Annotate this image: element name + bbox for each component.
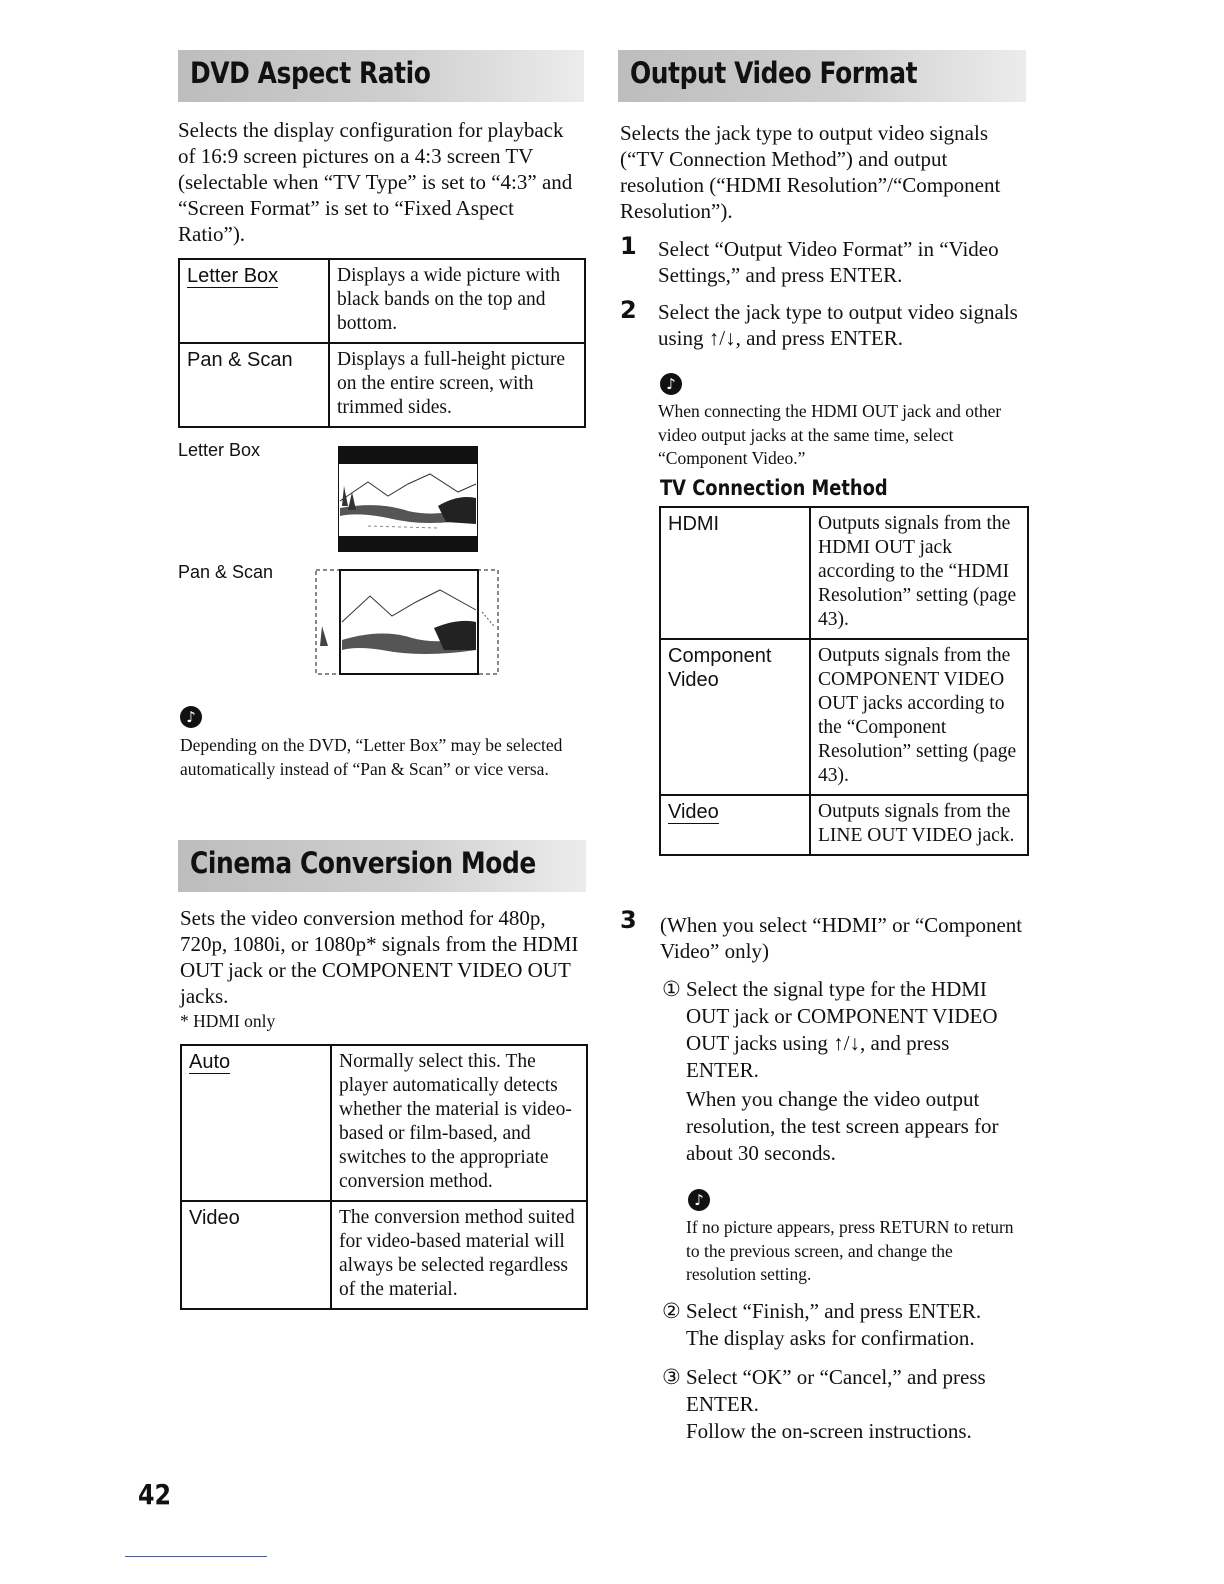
option-description: Outputs signals from the COMPONENT VIDEO OUT jacks according to the “Component Resolution” setting (page 43).	[810, 639, 1028, 795]
table-row	[660, 507, 1028, 639]
option-description: Displays a full-height picture on the entire screen, with trimmed sides.	[329, 343, 585, 427]
option-term: Video	[668, 801, 719, 823]
option-term: Pan & Scan	[187, 349, 293, 371]
step-number: 2	[620, 296, 637, 324]
cinema-conversion-footnote: * HDMI only	[180, 1011, 276, 1031]
tv-connection-table	[659, 506, 1029, 856]
output-video-format-heading	[618, 50, 1026, 102]
table-row	[179, 259, 585, 343]
step-number: 3	[620, 906, 637, 934]
sub-step-marker: ①	[662, 977, 681, 1001]
sub-step-marker: ②	[662, 1299, 681, 1323]
output-video-format-title: Output Video Format	[630, 56, 918, 90]
sub-step-extra: Follow the on-screen instructions.	[686, 1419, 972, 1443]
option-term: Component Video	[668, 645, 772, 691]
step-text: Select the jack type to output video signals using ↑/↓, and press ENTER.	[658, 300, 1018, 350]
pan-scan-illustration	[312, 566, 502, 678]
step-number: 1	[620, 232, 637, 260]
dvd-aspect-ratio-hint: Depending on the DVD, “Letter Box” may be selected automatically instead of “Pan & Scan” or vice versa.	[180, 735, 563, 779]
sub-step-extra: When you change the video output resolution, the test screen appears for about 30 seconds.	[686, 1087, 999, 1165]
table-row	[181, 1045, 587, 1201]
sub-step-text: Select the signal type for the HDMI OUT jack or COMPONENT VIDEO OUT jacks using ↑/↓, and press ENTER.	[686, 977, 998, 1082]
tv-connection-method-title: TV Connection Method	[660, 476, 888, 500]
letter-box-illustration	[338, 446, 478, 552]
option-description: Normally select this. The player automatically detects whether the material is video-based or film-based, and switches to the appropriate conversion method.	[331, 1045, 587, 1201]
output-video-format-hint: When connecting the HDMI OUT jack and other video output jacks at the same time, select “Component Video.”	[658, 401, 1002, 468]
hint-icon: ♪	[688, 1189, 710, 1211]
hint-icon: ♪	[180, 706, 202, 728]
dvd-aspect-ratio-intro: Selects the display configuration for playback of 16:9 screen pictures on a 4:3 screen TV (selectable when “TV Type” is set to “4:3” and “Screen Format” is set to “Fixed Aspect Ratio”).	[178, 118, 573, 246]
step-text: (When you select “HDMI” or “Component Video” only)	[660, 913, 1023, 963]
option-description: Outputs signals from the LINE OUT VIDEO jack.	[810, 795, 1028, 855]
dvd-aspect-ratio-title: DVD Aspect Ratio	[190, 56, 431, 90]
cinema-conversion-title: Cinema Conversion Mode	[190, 846, 536, 880]
cinema-conversion-table	[180, 1044, 588, 1310]
table-row	[179, 343, 585, 427]
option-description: Outputs signals from the HDMI OUT jack according to the “HDMI Resolution” setting (page 43).	[810, 507, 1028, 639]
sub-step-extra: The display asks for confirmation.	[686, 1326, 975, 1350]
dvd-aspect-ratio-table	[178, 258, 586, 428]
pan-scan-label: Pan & Scan	[178, 562, 274, 582]
page-number: 42	[138, 1478, 172, 1511]
table-row	[660, 795, 1028, 855]
bottom-rule	[125, 1556, 267, 1557]
option-term: HDMI	[668, 513, 720, 535]
hint-icon: ♪	[660, 373, 682, 395]
option-term: Auto	[189, 1051, 231, 1073]
sub-step-marker: ③	[662, 1365, 681, 1389]
table-row	[660, 639, 1028, 795]
sub-step-text: Select “OK” or “Cancel,” and press ENTER.	[686, 1365, 986, 1416]
letter-box-label: Letter Box	[178, 440, 261, 460]
cinema-conversion-intro: Sets the video conversion method for 480p, 720p, 1080i, or 1080p* signals from the HDMI OUT jack or the COMPONENT VIDEO OUT jacks.	[180, 906, 579, 1008]
option-term: Video	[189, 1207, 240, 1229]
option-description: The conversion method suited for video-based material will always be selected regardless of the material.	[331, 1201, 587, 1309]
output-video-format-intro: Selects the jack type to output video signals (“TV Connection Method”) and output resolution (“HDMI Resolution”/“Component Resolution”).	[620, 121, 1001, 223]
sub-step-text: Select “Finish,” and press ENTER.	[686, 1299, 982, 1323]
option-term: Letter Box	[187, 265, 279, 287]
cinema-conversion-heading	[178, 840, 586, 892]
option-description: Displays a wide picture with black bands on the top and bottom.	[329, 259, 585, 343]
step-text: Select “Output Video Format” in “Video Settings,” and press ENTER.	[658, 237, 999, 287]
dvd-aspect-ratio-heading	[178, 50, 584, 102]
table-row	[181, 1201, 587, 1309]
output-resolution-hint: If no picture appears, press RETURN to return to the previous screen, and change the resolution setting.	[686, 1217, 1014, 1284]
